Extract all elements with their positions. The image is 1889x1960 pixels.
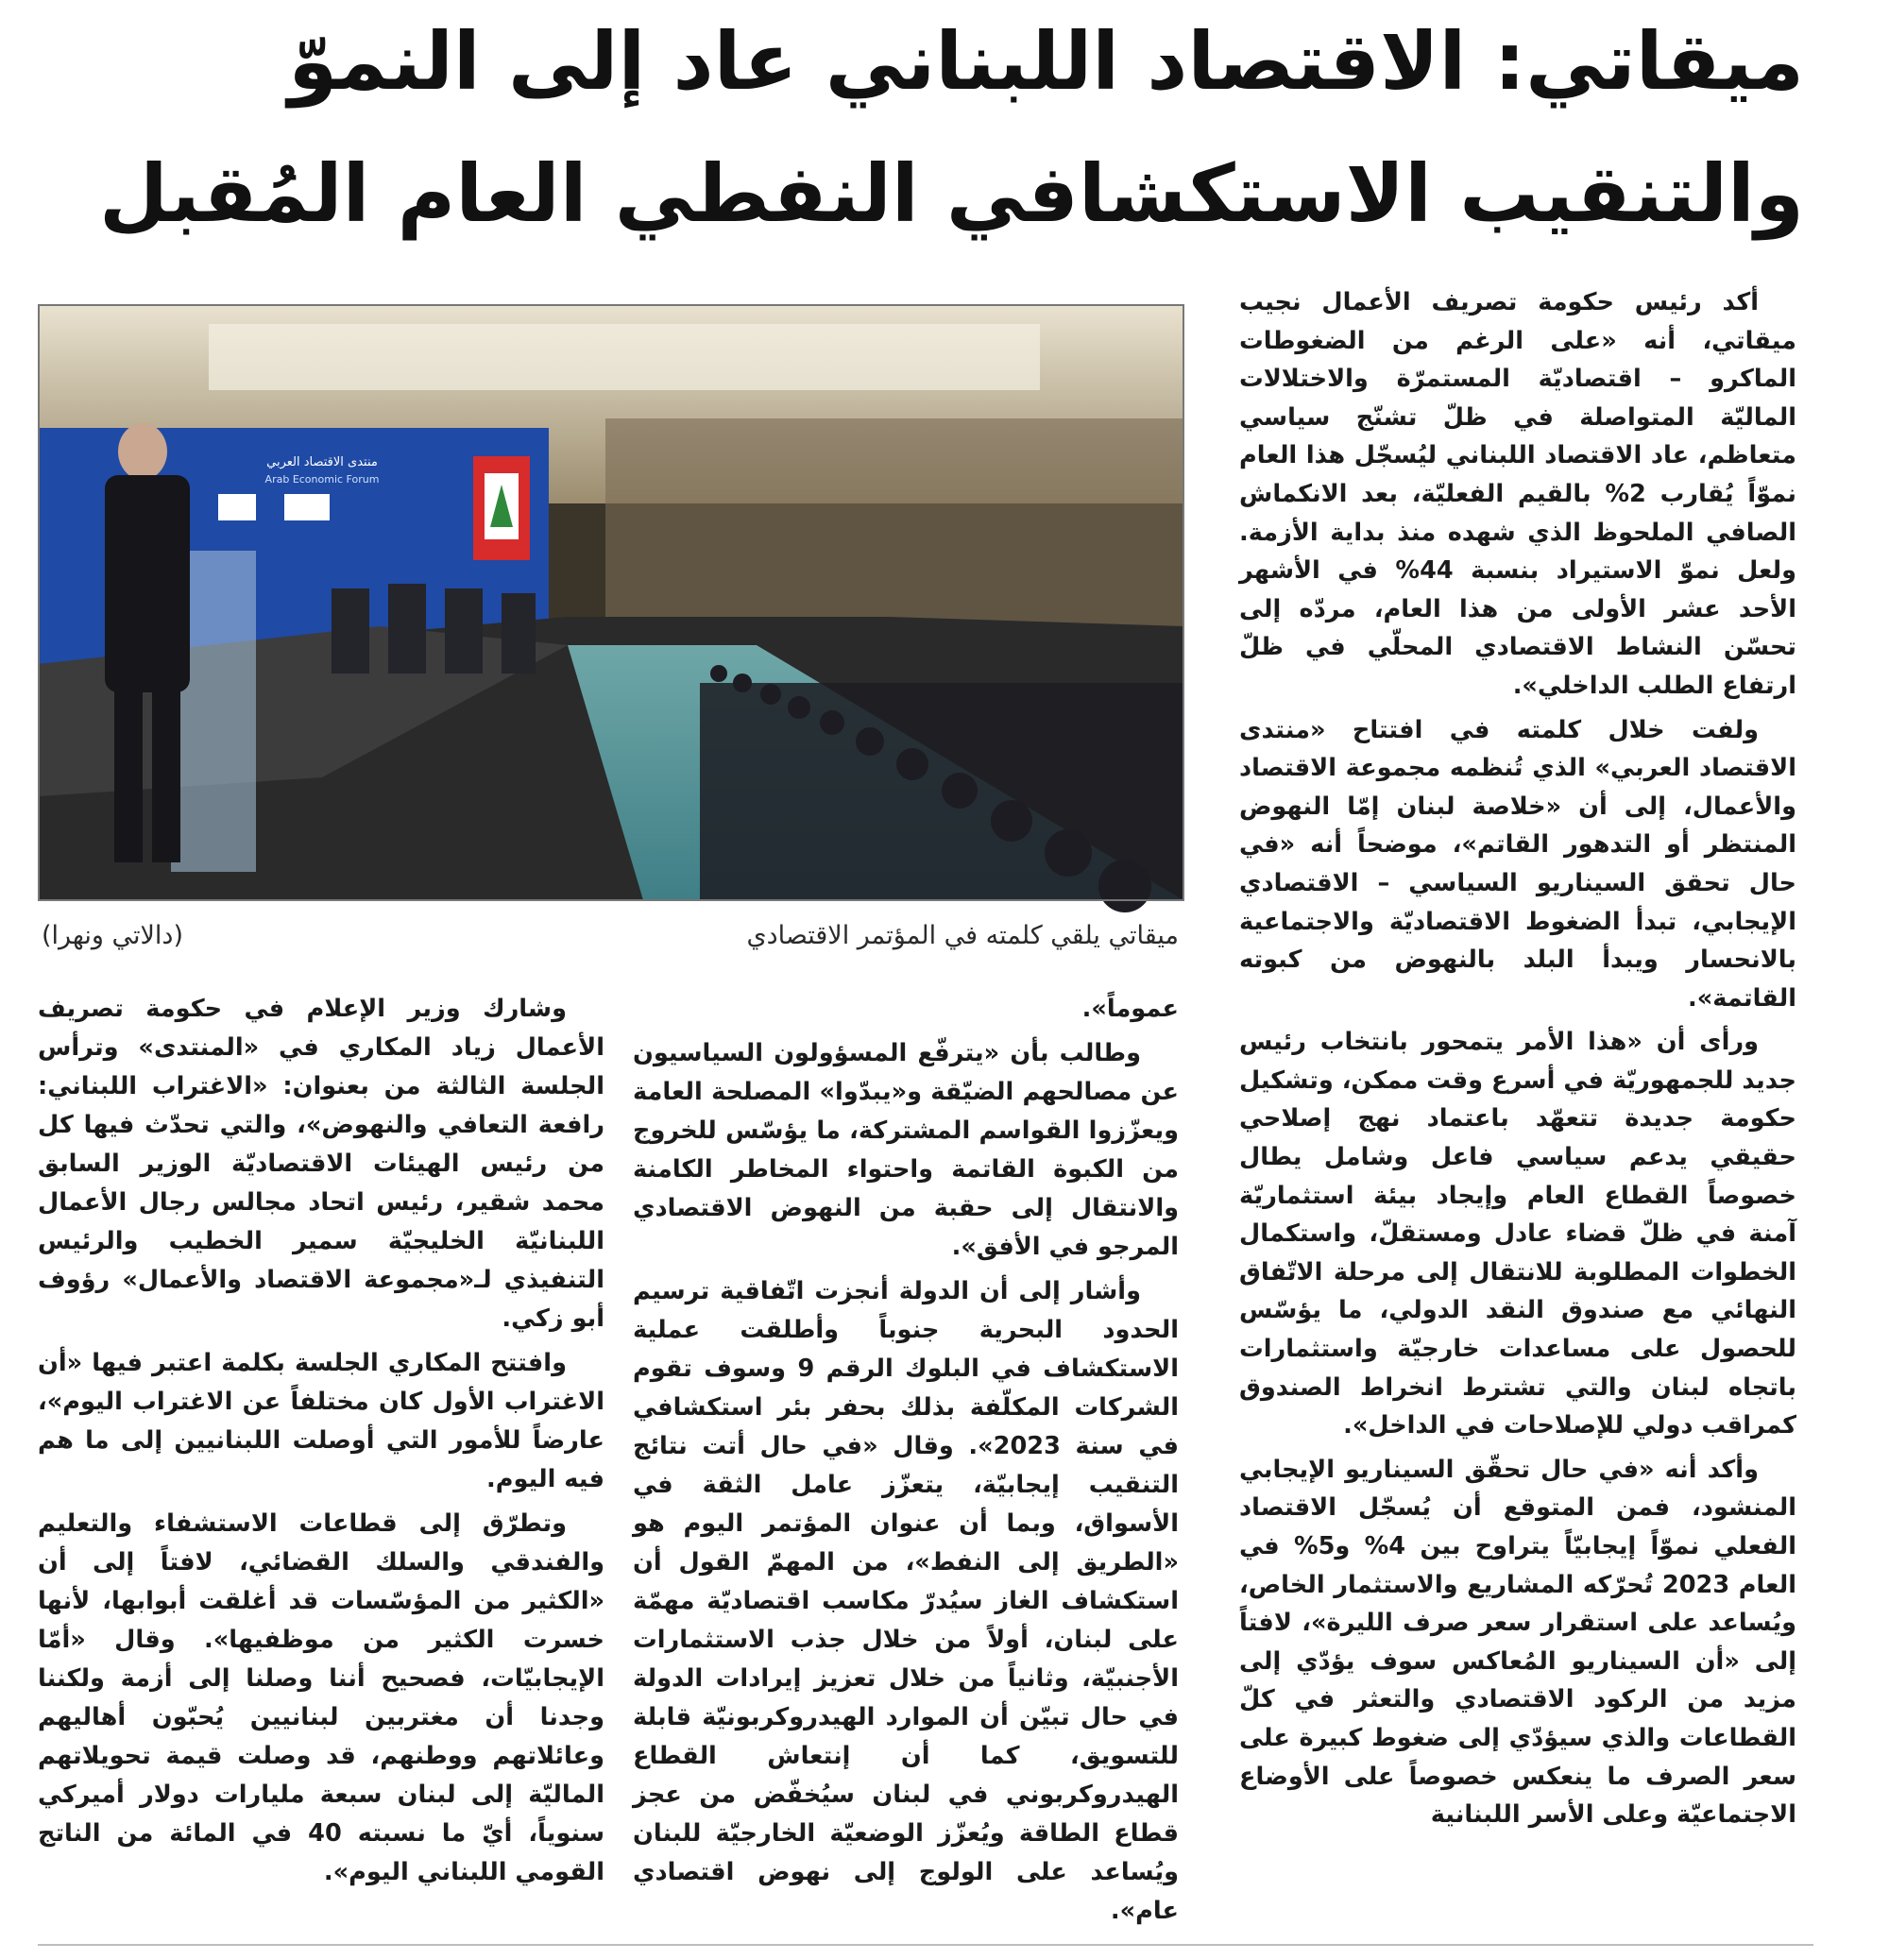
paragraph: وافتتح المكاري الجلسة بكلمة اعتبر فيها «أن الاغتراب الأول كان مختلفاً عن الاغتراب اليوم»، عارضاً للأمور التي أوصلت اللبنانيين إلى ما هم فيه اليوم. (38, 1349, 604, 1493)
paragraph: وأشار إلى أن الدولة أنجزت اتّفاقية ترسيم الحدود البحرية جنوباً وأطلقت عملية الاستكشاف في البلوك الرقم 9 وسوف تقوم الشركات المكلّفة بذلك بحفر بئر استكشافي في سنة 2023». وقال «في حال أتت نتائج التنقيب إيجابيّة، يتعزّز عامل الثقة في الأسواق، وبما أن عنوان المؤتمر اليوم هو «الطريق إلى النفط»، من المهمّ القول أن استكشاف الغاز سيُدرّ مكاسب اقتصاديّة مهمّة على لبنان، أولاً من خلال جذب الاستثمارات الأجنبيّة، وثانياً من خلال تعزيز إيرادات الدولة في حال تبيّن أن الموارد الهيدروكربونيّة قابلة للتسويق، كما أن إنتعاش القطاع الهيدروكربوني في لبنان سيُخفّض من عجز قطاع الطاقة ويُعزّز الوضعيّة الخارجيّة للبنان ويُساعد على الولوج إلى نهوض اقتصادي عام». (633, 1277, 1180, 1925)
bottom-rule (38, 1944, 1813, 1946)
paragraph: وطالب بأن «يترفّع المسؤولون السياسيون عن مصالحهم الضيّقة و«يبدّوا» المصلحة العامة ويعزّزوا القواسم المشتركة، ما يؤسّس للخروج من الكبوة القاتمة واحتواء المخاطر الكامنة والانتقال إلى حقبة من النهوض الاقتصادي المرجو في الأفق». (633, 1039, 1179, 1261)
paragraph: وأكد أنه «في حال تحقّق السيناريو الإيجابي المنشود، فمن المتوقع أن يُسجّل الاقتصاد الفعلي نموّاً إيجابيّاً يتراوح بين 4% و5% في العام 2023 تُحرّكه المشاريع والاستثمار الخاص، ويُساعد على استقرار سعر صرف الليرة»، لافتاً إلى «أن السيناريو المُعاكس سوف يؤدّي إلى مزيد من الركود الاقتصادي والتعثر في كلّ القطاعات والذي سيؤدّي إلى ضغوط كبيرة على سعر الصرف ما ينعكس خصوصاً على الأوضاع الاجتماعيّة وعلى الأسر اللبنانية (1239, 1455, 1796, 1830)
article-column-middle (633, 990, 1180, 1925)
article-column-right (1239, 283, 1796, 1917)
conference-photo (38, 304, 1184, 901)
photo-caption: ميقاتي يلقي كلمته في المؤتمر الاقتصادي (746, 921, 1179, 950)
headline-line-2: والتنقيب الاستكشافي النفطي العام المُقبل (99, 147, 1804, 240)
paragraph: ولفت خلال كلمته في افتتاح «منتدى الاقتصاد العربي» الذي تُنظمه مجموعة الاقتصاد والأعمال، إلى أن «خلاصة لبنان إمّا النهوض المنتظر أو التدهور القاتم»، موضحاً أنه «في حال تحقق السيناريو السياسي – الاقتصادي الإيجابي، تبدأ الضغوط الاقتصاديّة والاجتماعية بالانحسار ويبدأ البلد بالنهوض من كبوته القاتمة». (1239, 715, 1796, 1013)
headline-line-1: ميقاتي: الاقتصاد اللبناني عاد إلى النموّ (288, 15, 1804, 108)
paragraph: ورأى أن «هذا الأمر يتمحور بانتخاب رئيس جديد للجمهوريّة في أسرع وقت ممكن، وتشكيل حكومة جديدة تتعهّد باعتماد نهج إصلاحي حقيقي يدعم سياسي فاعل وشامل يطال خصوصاً القطاع العام وإيجاد بيئة استثماريّة آمنة في ظلّ قضاء عادل ومستقلّ، واستكمال الخطوات المطلوبة للانتقال إلى مرحلة الاتّفاق النهائي مع صندوق النقد الدولي، ما يؤسّس للحصول على مساعدات خارجيّة واستثمارات باتجاه لبنان والتي تشترط انخراط الصندوق كمراقب دولي للإصلاحات في الداخل». (1239, 1028, 1796, 1440)
article-column-left (38, 990, 604, 1917)
paragraph: وتطرّق إلى قطاعات الاستشفاء والتعليم والفندقي والسلك القضائي، لافتاً إلى أن «الكثير من المؤسّسات قد أغلقت أبوابها، لأنها خسرت الكثير من موظفيها». وقال «أمّا الإيجابيّات، فصحيح أننا وصلنا إلى أزمة ولكننا وجدنا أن مغتربين لبنانيين يُحبّون أهاليهم وعائلاتهم ووطنهم، قد وصلت قيمة تحويلاتهم الماليّة إلى لبنان سبعة مليارات دولار أميركي سنوياً، أيّ ما نسبته 40 في المائة من الناتج القومي اللبناني اليوم». (38, 1509, 604, 1886)
paragraph: أكد رئيس حكومة تصريف الأعمال نجيب ميقاتي، أنه «على الرغم من الضغوطات الماكرو – اقتصاديّة المستمرّة والاختلالات الماليّة المتواصلة في ظلّ تشنّج سياسي متعاظم، عاد الاقتصاد اللبناني ليُسجّل هذا العام نموّاً يُقارب 2% بالقيم الفعليّة، بعد الانكماش الصافي الملحوظ الذي شهده منذ بداية الأزمة. ولعل نموّ الاستيراد بنسبة 44% في الأشهر الأحد عشر الأولى من هذا العام، مردّه إلى تحسّن النشاط الاقتصادي المحلّي في ظلّ ارتفاع الطلب الداخلي». (1239, 288, 1796, 700)
paragraph: عموماً». (1081, 995, 1179, 1023)
photo-credit: (دالاتي ونهرا) (42, 921, 183, 950)
paragraph: وشارك وزير الإعلام في حكومة تصريف الأعمال زياد المكاري في «المنتدى» وترأس الجلسة الثالثة من بعنوان: «الاغتراب اللبناني: رافعة التعافي والنهوض»، والتي تحدّث فيها كل من رئيس الهيئات الاقتصاديّة الوزير السابق محمد شقير، رئيس اتحاد مجالس رجال الأعمال اللبنانيّة الخليجيّة سمير الخطيب والرئيس التنفيذي لـ«مجموعة الاقتصاد والأعمال» رؤوف أبو زكي. (38, 995, 604, 1333)
banner-sub: Arab Economic Forum (264, 473, 380, 486)
banner-text: منتدى الاقتصاد العربي (266, 455, 378, 469)
